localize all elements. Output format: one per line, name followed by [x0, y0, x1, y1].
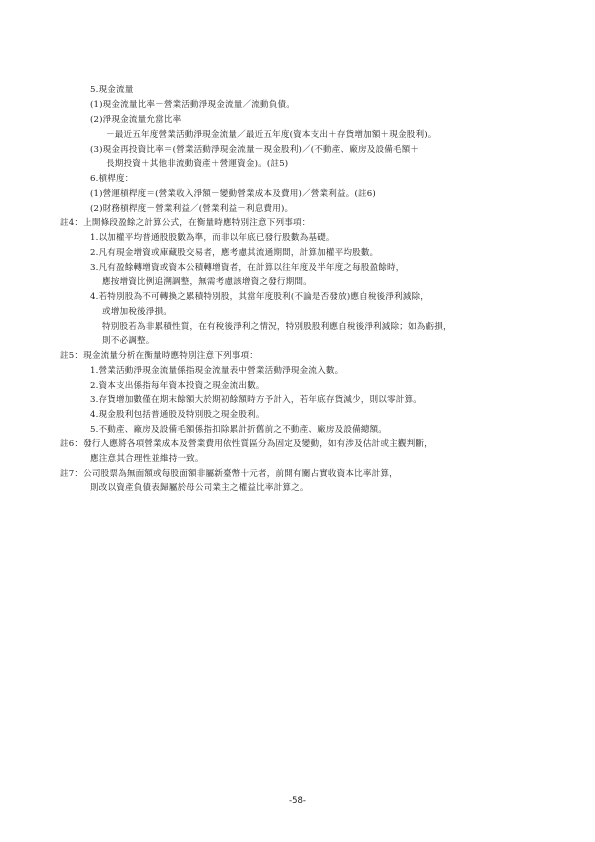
note-5-heading: 註5：現金流量分析在衡量時應特別注意下列事項： [60, 351, 258, 361]
note-6-text: 註6：發行人應將各項營業成本及營業費用依性質區分為固定及變動，如有涉及估計或主觀判斷， [60, 439, 433, 449]
note-5-item-3: 3.存貨增加數僅在期末餘額大於期初餘額時方予計入，若年底存貨減少，則以零計算。 [90, 395, 423, 405]
cash-flow-ratio-text: (1)現金流量比率－營業活動淨現金流量／流動負債。 [90, 100, 295, 110]
note-4-item-4: 4.若特別股為不可轉換之累積特別股，其當年度股利(不論是否發放)應自稅後淨利減除， [90, 292, 430, 302]
operating-leverage-text: (1)營運槓桿度＝(營業收入淨額－變動營業成本及費用)／營業利益。(註6) [90, 189, 376, 199]
note-4-item-3-continued: 應按增資比例追溯調整，無需考慮該增資之發行期間。 [102, 277, 312, 287]
note-7-text: 註7：公司股票為無面額或每股面額非屬新臺幣十元者，前開有關占實收資本比率計算， [60, 469, 398, 479]
financial-leverage-text: (2)財務槓桿度－營業利益／(營業利益－利息費用)。 [90, 204, 294, 214]
cash-reinvestment-ratio-text: (3)現金再投資比率＝(營業活動淨現金流量－現金股利)／(不動產、廠房及設備毛額＋ [90, 145, 420, 155]
note-5-item-2: 2.資本支出係指每年資本投資之現金流出數。 [90, 381, 265, 391]
note-4-heading: 註4：上開條段盈餘之計算公式，在衡量時應特別注意下列事項： [60, 218, 311, 228]
note-5-item-1: 1.營業活動淨現金流量係指現金流量表中營業活動淨現金流入數。 [90, 366, 344, 376]
note-4-item-4-paragraph-continued: 則不必調整。 [102, 336, 155, 346]
note-5-item-5: 5.不動產、廠房及設備毛額係指扣除累計折舊前之不動產、廠房及設備總額。 [90, 425, 388, 435]
cash-reinvestment-ratio-continued: 長期投資＋其他非流動資產＋營運資金)。(註5) [106, 159, 289, 169]
cash-flow-adequacy-formula: －最近五年度營業活動淨現金流量／最近五年度(資本支出＋存貨增加額＋現金股利)。 [106, 130, 437, 140]
cash-flow-adequacy-heading: (2)淨現金流量允當比率 [90, 115, 182, 125]
note-5-item-4: 4.現金股利包括普通股及特別股之現金股利。 [90, 410, 265, 420]
section-leverage-heading: 6.槓桿度： [90, 174, 134, 184]
note-4-item-2: 2.凡有現金增資或庫藏股交易者，應考慮其流通期間，計算加權平均股數。 [90, 248, 379, 258]
page-number: -58- [289, 796, 306, 806]
note-4-item-4-continued: 或增加稅後淨損。 [102, 307, 172, 317]
note-6-continued: 應注意其合理性並維持一致。 [90, 454, 204, 464]
section-cash-flow-heading: 5.現金流量 [90, 85, 134, 95]
note-7-continued: 則改以資產負債表歸屬於母公司業主之權益比率計算之。 [90, 483, 309, 493]
note-4-item-4-paragraph: 特別股若為非累積性質，在有稅後淨利之情況，特別股股利應自稅後淨利減除；如為虧損， [102, 322, 452, 332]
note-4-item-3: 3.凡有盈餘轉增資或資本公積轉增資者，在計算以往年度及半年度之每股盈餘時， [90, 263, 405, 273]
note-4-item-1: 1.以加權平均普通股股數為準，而非以年底已發行股數為基礎。 [90, 233, 335, 243]
